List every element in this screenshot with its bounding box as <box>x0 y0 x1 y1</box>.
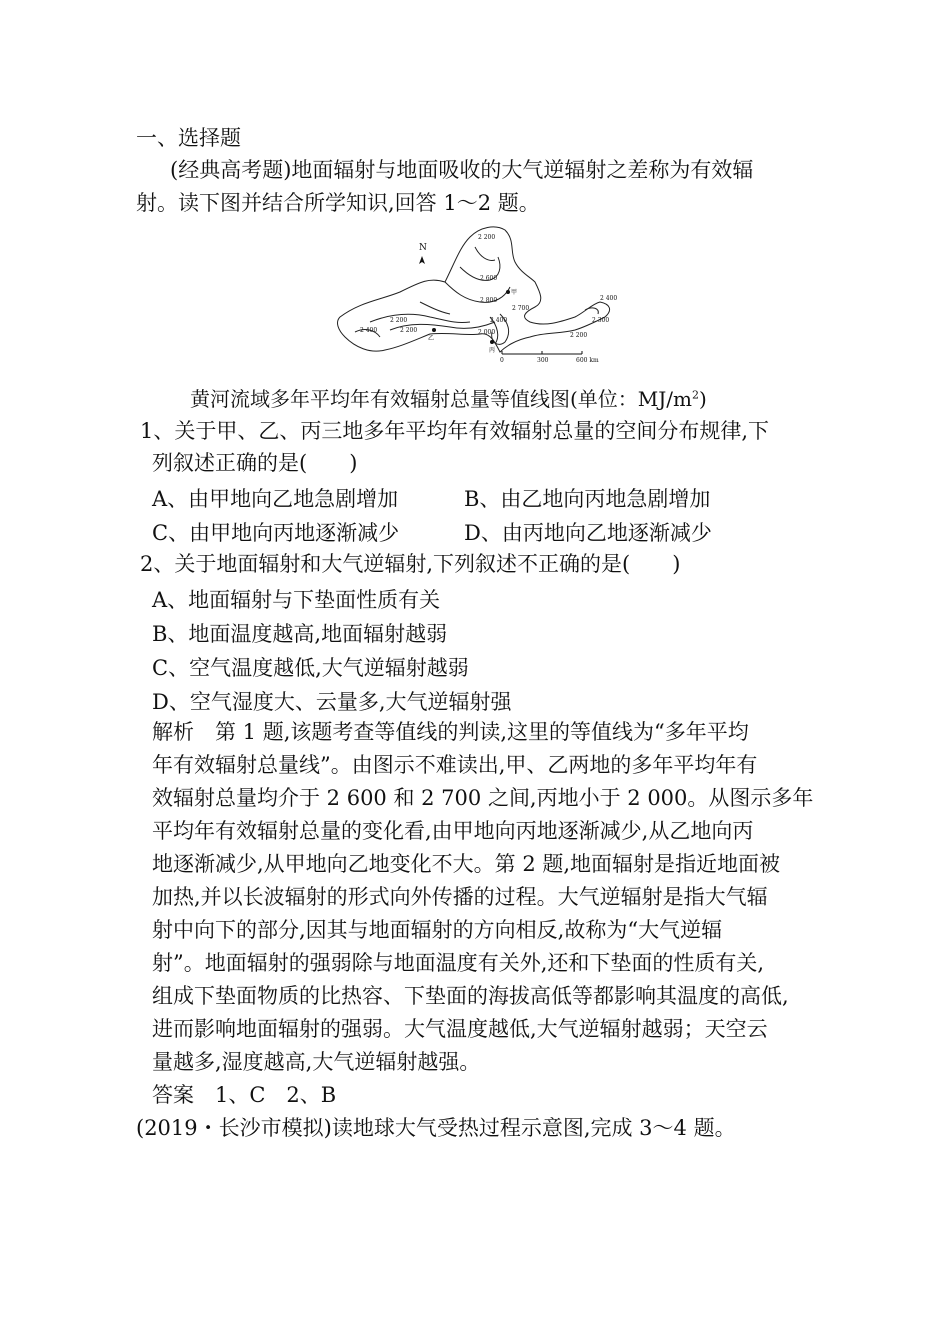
analysis-line: 地逐渐减少,从甲地向乙地变化不大。第 2 题,地面辐射是指近地面被 <box>152 852 781 876</box>
analysis-line: 进而影响地面辐射的强弱。大气温度越低,大气逆辐射越弱；天空云 <box>152 1017 768 1041</box>
scale-label: 0 <box>500 357 504 362</box>
q2-option-d: D、空气湿度大、云量多,大气逆辐射强 <box>152 690 512 714</box>
q2-option-b: B、地面温度越高,地面辐射越弱 <box>152 622 448 646</box>
map-label: 2 200 <box>390 317 408 324</box>
analysis-line: 量越多,湿度越高,大气逆辐射越强。 <box>152 1050 481 1074</box>
map-label: 2 400 <box>490 317 508 324</box>
map-label: 2 700 <box>512 305 530 312</box>
intro-line-2: 射。读下图并结合所学知识,回答 1～2 题。 <box>136 191 540 215</box>
figure-caption <box>190 383 707 412</box>
analysis-line: 射”。地面辐射的强弱除与地面温度有关外,还和下垫面的性质有关, <box>152 951 765 975</box>
point-jia <box>506 290 510 294</box>
map-label: 2 200 <box>478 234 496 241</box>
q2-option-a: A、地面辐射与下垫面性质有关 <box>152 588 441 612</box>
scale-label: 300 <box>537 357 549 362</box>
map-label: 丙 <box>489 347 496 354</box>
q1-option-b: B、由乙地向丙地急剧增加 <box>464 487 711 511</box>
analysis-line: 平均年有效辐射总量的变化看,由甲地向丙地逐渐减少,从乙地向丙 <box>152 819 754 843</box>
map-label: 2 300 <box>592 317 610 324</box>
north-arrow-icon <box>419 256 425 264</box>
map-label: 2 600 <box>480 275 498 282</box>
map-label: 2 400 <box>360 327 378 334</box>
yellow-river-contour-map <box>330 222 620 362</box>
map-label: 2 200 <box>570 332 588 339</box>
point-yi <box>432 328 436 332</box>
scale-label: 600 km <box>576 357 599 362</box>
intro-line-1: (经典高考题)地面辐射与地面吸收的大气逆辐射之差称为有效辐 <box>170 158 754 182</box>
q2-option-c: C、空气温度越低,大气逆辐射越弱 <box>152 656 469 680</box>
analysis-line: 射中向下的部分,因其与地面辐射的方向相反,故称为“大气逆辐 <box>152 918 723 942</box>
question-1-line-2: 列叙述正确的是( ) <box>152 451 358 475</box>
answer-line: 答案 1、C 2、B <box>152 1083 337 1107</box>
question-2-line-1: 2、关于地面辐射和大气逆辐射,下列叙述不正确的是( ) <box>140 552 681 576</box>
q1-option-a: A、由甲地向乙地急剧增加 <box>152 487 399 511</box>
map-label: 乙 <box>428 335 435 342</box>
north-label: N <box>419 243 427 253</box>
analysis-line: 解析 第 1 题,该题考查等值线的判读,这里的等值线为“多年平均 <box>152 720 749 744</box>
analysis-line: 年有效辐射总量线”。由图示不难读出,甲、乙两地的多年平均年有 <box>152 753 758 777</box>
map-label: 甲 <box>511 289 518 296</box>
map-label: 2 400 <box>600 295 618 302</box>
map-label: 2 000 <box>478 329 496 336</box>
point-bing <box>490 340 494 344</box>
map-label: 2 200 <box>400 327 418 334</box>
basin-outline <box>338 227 610 352</box>
question-1-line-1: 1、关于甲、乙、丙三地多年平均年有效辐射总量的空间分布规律,下 <box>140 419 770 443</box>
analysis-line: 组成下垫面物质的比热容、下垫面的海拔高低等都影响其温度的高低, <box>152 984 789 1008</box>
q1-option-d: D、由丙地向乙地逐渐减少 <box>464 521 712 545</box>
q1-option-c: C、由甲地向丙地逐渐减少 <box>152 521 400 545</box>
analysis-line: 效辐射总量均介于 2 600 和 2 700 之间,丙地小于 2 000。从图示多年 <box>152 786 814 810</box>
caption-close: ) <box>699 387 707 411</box>
scale-bar <box>502 351 582 354</box>
caption-superscript: 2 <box>692 388 700 402</box>
section-title: 一、选择题 <box>136 126 241 150</box>
analysis-line: 加热,并以长波辐射的形式向外传播的过程。大气逆辐射是指大气辐 <box>152 885 768 909</box>
next-question-intro: (2019・长沙市模拟)读地球大气受热过程示意图,完成 3～4 题。 <box>136 1116 736 1140</box>
caption-text: 黄河流域多年平均年有效辐射总量等值线图(单位：MJ/m <box>190 387 693 411</box>
map-label: 2 800 <box>480 297 498 304</box>
